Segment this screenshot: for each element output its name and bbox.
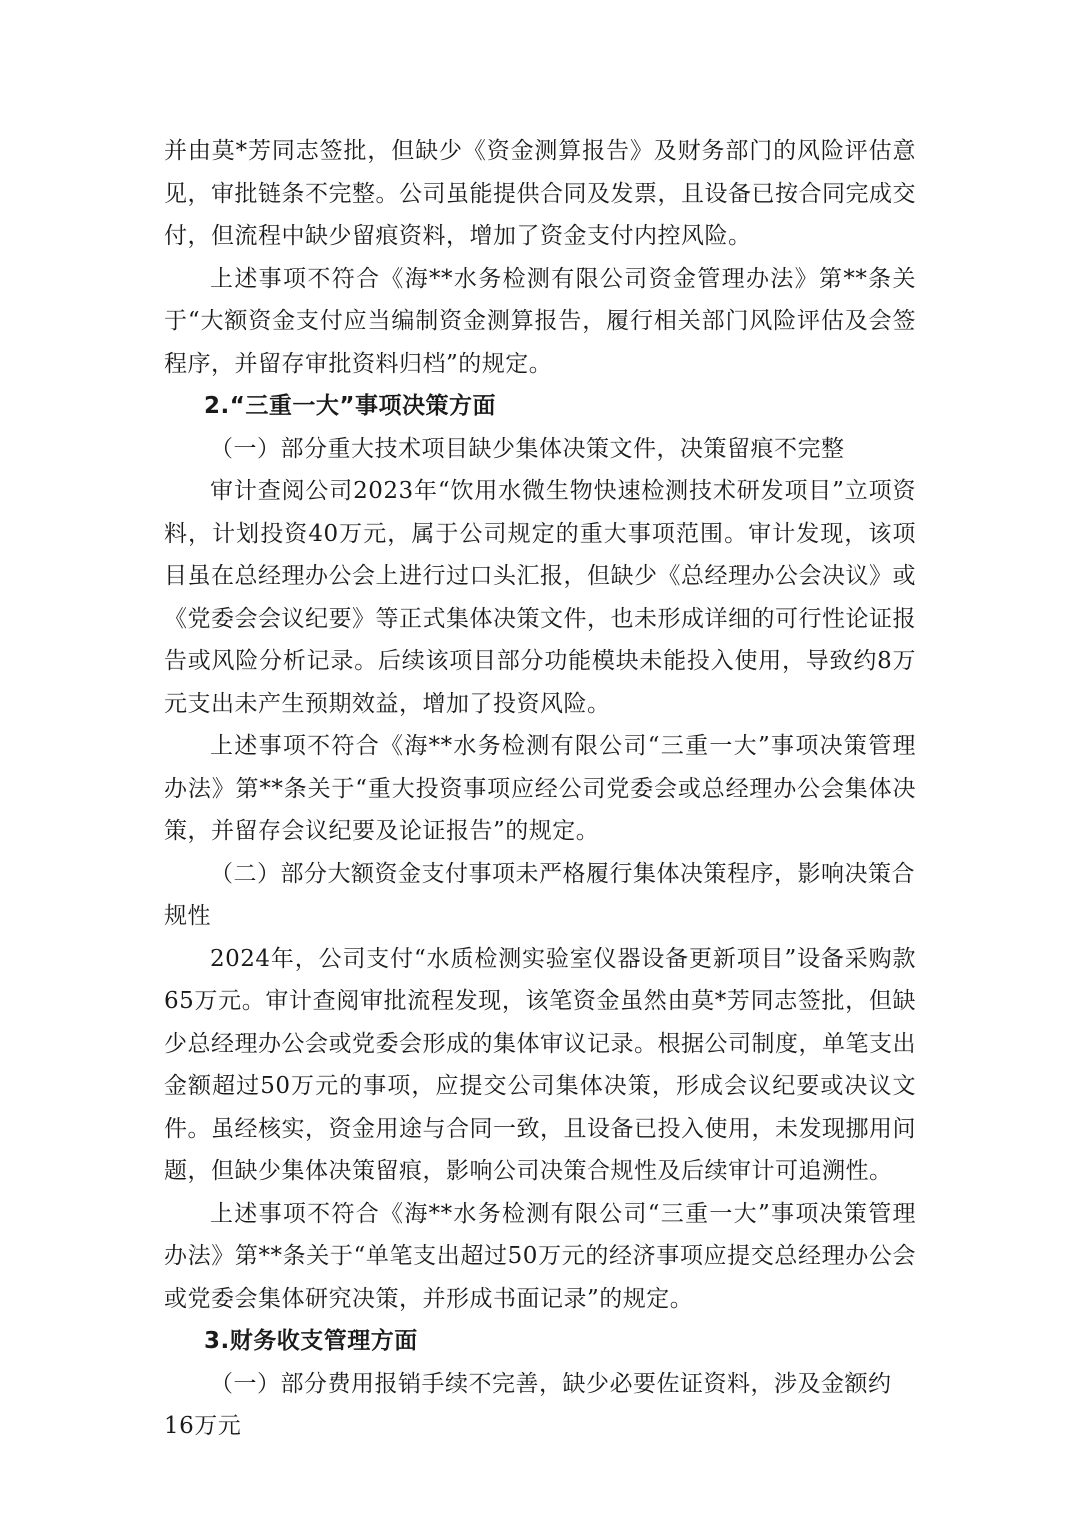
paragraph-decision-rule-1: 上述事项不符合《海**水务检测有限公司“三重一大”事项决策管理办法》第**条关于“重大投资事项应经公司党委会或总经理办公会集体决策，并留存会议纪要及论证报告”的规定。 [164,733,916,844]
paragraph-large-payment: 2024年，公司支付“水质检测实验室仪器设备更新项目”设备采购款65万元。审计查阅审批流程发现，该笔资金虽然由莫*芳同志签批，但缺少总经理办公会或党委会形成的集体审议记录。根据公司制度，单笔支出金额超过50万元的事项，应提交公司集体决策，形成会议纪要或决议文件。虽经核实，资金用途与合同一致，且设备已投入使用，未发现挪用问题，但缺少集体决策留痕，影响公司决策合规性及后续审计可追溯性。 [164,945,916,1184]
paragraph-fund-rule: 上述事项不符合《海**水务检测有限公司资金管理办法》第**条关于“大额资金支付应当编制资金测算报告，履行相关部门风险评估及会签程序，并留存审批资料归档”的规定。 [164,265,916,377]
paragraph-tech-project: 审计查阅公司2023年“饮用水微生物快速检测技术研发项目”立项资料，计划投资40万元，属于公司规定的重大事项范围。审计发现，该项目虽在总经理办公会上进行过口头汇报，但缺少《总经理办公会决议》或《党委会会议纪要》等正式集体决策文件，也未形成详细的可行性论证报告或风险分析记录。后续该项目部分功能模块未能投入使用，导致约8万元支出未产生预期效益，增加了投资风险。 [164,478,916,717]
section-heading-finance: 3.财务收支管理方面 [204,1328,418,1354]
subheading-large-payment: （二）部分大额资金支付事项未严格履行集体决策程序，影响决策合规性 [164,860,915,929]
document-body [164,130,916,1448]
section-heading-decision: 2.“三重一大”事项决策方面 [204,393,496,419]
subheading-tech-project: （一）部分重大技术项目缺少集体决策文件，决策留痕不完整 [210,435,845,462]
paragraph-decision-rule-2: 上述事项不符合《海**水务检测有限公司“三重一大”事项决策管理办法》第**条关于“单笔支出超过50万元的经济事项应提交总经理办公会或党委会集体研究决策，并形成书面记录”的规定。 [164,1200,916,1312]
subheading-expense-reimbursement: （一）部分费用报销手续不完善，缺少必要佐证资料，涉及金额约16万元 [164,1370,892,1439]
paragraph-approval-chain: 并由莫*芳同志签批，但缺少《资金测算报告》及财务部门的风险评估意见，审批链条不完整。公司虽能提供合同及发票，且设备已按合同完成交付，但流程中缺少留痕资料，增加了资金支付内控风险。 [164,138,916,249]
